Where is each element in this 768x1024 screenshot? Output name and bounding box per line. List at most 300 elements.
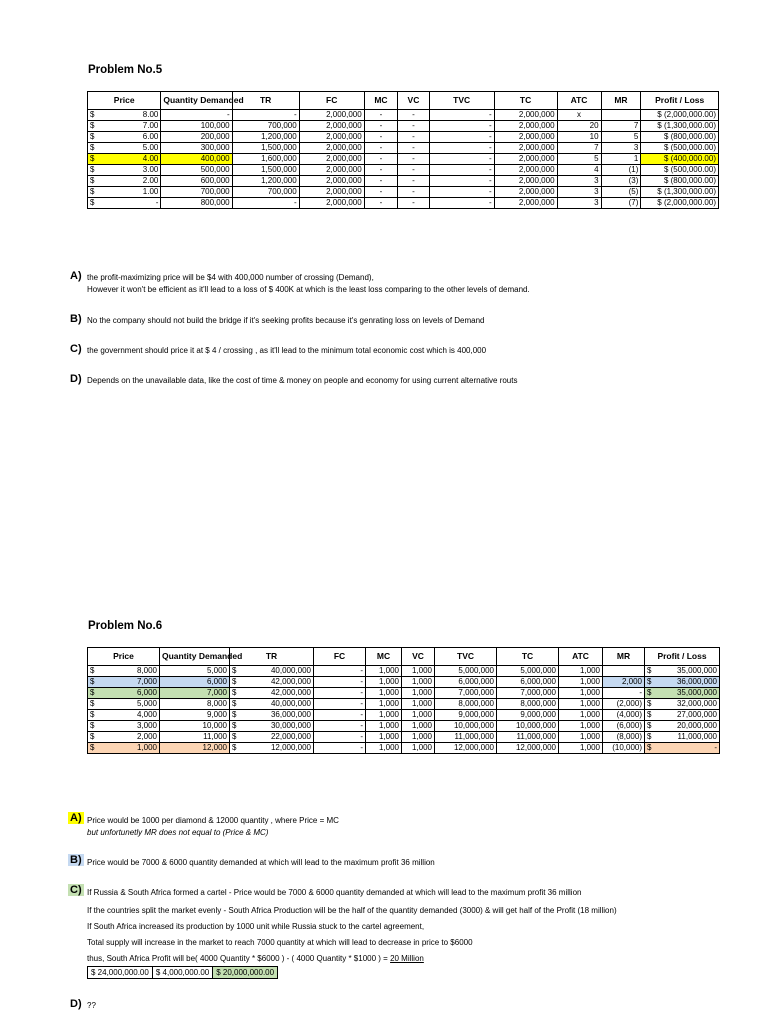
cell-tvc: - bbox=[429, 110, 494, 121]
p6-answer-d-label: D) bbox=[70, 998, 82, 1010]
currency-symbol: $ bbox=[232, 666, 237, 675]
cell-tvc: - bbox=[429, 121, 494, 132]
p6-header: Profit / Loss bbox=[645, 648, 720, 666]
currency-symbol: $ bbox=[90, 176, 95, 185]
cell-profit-value: - bbox=[714, 743, 717, 752]
p6-header: TVC bbox=[435, 648, 497, 666]
cell-qty: - bbox=[161, 110, 232, 121]
cell-tr: 1,500,000 bbox=[232, 143, 299, 154]
calc-cost: $ 4,000,000.00 bbox=[152, 967, 212, 979]
currency-symbol: $ bbox=[232, 732, 237, 741]
calc-profit: $ 20,000,000.00 bbox=[213, 967, 278, 979]
cell-vc: - bbox=[398, 121, 429, 132]
cell-vc: 1,000 bbox=[402, 699, 435, 710]
p5-header: MC bbox=[364, 92, 398, 110]
cell-vc: 1,000 bbox=[402, 732, 435, 743]
table-row bbox=[88, 132, 719, 143]
cell-price bbox=[88, 198, 161, 209]
cell-price bbox=[88, 743, 160, 754]
currency-symbol: $ bbox=[647, 732, 652, 741]
table-row bbox=[88, 677, 720, 688]
cell-qty: 6,000 bbox=[160, 677, 230, 688]
p6-header: VC bbox=[402, 648, 435, 666]
cell-tc: 2,000,000 bbox=[494, 154, 557, 165]
cell-profit: $ (400,000.00) bbox=[641, 154, 719, 165]
p6-header: FC bbox=[314, 648, 366, 666]
p5-header: Profit / Loss bbox=[641, 92, 719, 110]
p6-answer-b-line1: Price would be 7000 & 6000 quantity demanded at which will lead to the maximum profit 36 million bbox=[87, 858, 435, 867]
table-row bbox=[88, 732, 720, 743]
p6-answer-a-label: A) bbox=[70, 812, 82, 824]
currency-symbol: $ bbox=[232, 688, 237, 697]
cell-mr bbox=[601, 110, 641, 121]
cell-price-value: 7,000 bbox=[136, 677, 157, 686]
cell-tr-value: 40,000,000 bbox=[270, 666, 311, 675]
cell-vc: - bbox=[398, 110, 429, 121]
currency-symbol: $ bbox=[90, 154, 95, 163]
cell-tc: 2,000,000 bbox=[494, 132, 557, 143]
cell-fc: - bbox=[314, 666, 366, 677]
p6-answer-c-line4: Total supply will increase in the market to reach 7000 quantity at which will lead to decrease in price to $6000 bbox=[87, 938, 473, 947]
p6-answer-d-line1: ?? bbox=[87, 1001, 96, 1010]
cell-profit: $ (800,000.00) bbox=[641, 132, 719, 143]
cell-tc: 2,000,000 bbox=[494, 198, 557, 209]
cell-fc: - bbox=[314, 732, 366, 743]
cell-profit-value: 11,000,000 bbox=[677, 732, 717, 741]
cell-profit bbox=[645, 710, 720, 721]
cell-mr: (1) bbox=[601, 165, 641, 176]
cell-price-value: 5.00 bbox=[142, 143, 159, 152]
cell-price bbox=[88, 732, 160, 743]
p5-answer-b-label: B) bbox=[70, 313, 82, 325]
cell-atc: 1,000 bbox=[559, 710, 603, 721]
cell-qty: 7,000 bbox=[160, 688, 230, 699]
cell-profit bbox=[645, 732, 720, 743]
table-row bbox=[88, 666, 720, 677]
cell-fc: 2,000,000 bbox=[299, 198, 364, 209]
cell-qty: 100,000 bbox=[161, 121, 232, 132]
cell-profit bbox=[645, 677, 720, 688]
cell-qty: 700,000 bbox=[161, 187, 232, 198]
cell-vc: 1,000 bbox=[402, 721, 435, 732]
p6-answer-c-line2: If the countries split the market evenly - South Africa Production will be the half of the quantity demanded (3000) & will get half of the Profit (18 million) bbox=[87, 906, 617, 915]
table-row bbox=[88, 187, 719, 198]
cell-tr: 1,200,000 bbox=[232, 132, 299, 143]
table-row bbox=[88, 121, 719, 132]
cell-vc: 1,000 bbox=[402, 666, 435, 677]
cell-mc: 1,000 bbox=[366, 743, 402, 754]
cell-profit: $ (500,000.00) bbox=[641, 143, 719, 154]
p6-calc-table bbox=[87, 966, 278, 979]
table-row bbox=[88, 110, 719, 121]
cell-tc: 2,000,000 bbox=[494, 176, 557, 187]
cell-tc: 6,000,000 bbox=[497, 677, 559, 688]
cell-price-value: 2,000 bbox=[136, 732, 157, 741]
cell-price bbox=[88, 176, 161, 187]
table-row bbox=[88, 143, 719, 154]
p6-answer-c-line1: If Russia & South Africa formed a cartel - Price would be 7000 & 6000 quantity demanded at which will lead to the maximum profit 36 million bbox=[87, 888, 582, 897]
cell-tr-value: 22,000,000 bbox=[270, 732, 311, 741]
cell-vc: - bbox=[398, 143, 429, 154]
cell-mr: - bbox=[603, 688, 645, 699]
p5-header: Quantity Demanded bbox=[161, 92, 232, 110]
p6-header: Quantity Demanded bbox=[160, 648, 230, 666]
calc-revenue: $ 24,000,000.00 bbox=[88, 967, 153, 979]
cell-profit-value: 35,000,000 bbox=[676, 666, 717, 675]
cell-qty: 300,000 bbox=[161, 143, 232, 154]
table-row bbox=[88, 743, 720, 754]
cell-price-value: 3,000 bbox=[136, 721, 157, 730]
cell-tr: 1,600,000 bbox=[232, 154, 299, 165]
cell-mc: 1,000 bbox=[366, 699, 402, 710]
cell-profit: $ (800,000.00) bbox=[641, 176, 719, 187]
cell-tvc: 7,000,000 bbox=[435, 688, 497, 699]
currency-symbol: $ bbox=[90, 187, 95, 196]
currency-symbol: $ bbox=[232, 699, 237, 708]
currency-symbol: $ bbox=[647, 743, 652, 752]
cell-atc: 1,000 bbox=[559, 677, 603, 688]
cell-atc: 1,000 bbox=[559, 721, 603, 732]
cell-tr-value: 42,000,000 bbox=[270, 688, 311, 697]
cell-atc: 1,000 bbox=[559, 732, 603, 743]
p5-header: ATC bbox=[557, 92, 601, 110]
table-row bbox=[88, 165, 719, 176]
cell-qty: 8,000 bbox=[160, 699, 230, 710]
cell-tr-value: 42,000,000 bbox=[270, 677, 311, 686]
cell-price-value: 1,000 bbox=[136, 743, 157, 752]
p6-header: TC bbox=[497, 648, 559, 666]
cell-tr-value: 30,000,000 bbox=[270, 721, 311, 730]
p6-header: ATC bbox=[559, 648, 603, 666]
cell-price-value: 4,000 bbox=[136, 710, 157, 719]
cell-tr-value: 36,000,000 bbox=[270, 710, 311, 719]
cell-mc: - bbox=[364, 198, 398, 209]
p5-answer-a-line1: the profit-maximizing price will be $4 with 400,000 number of crossing (Demand), bbox=[87, 273, 374, 282]
cell-tc: 2,000,000 bbox=[494, 110, 557, 121]
currency-symbol: $ bbox=[90, 165, 95, 174]
currency-symbol: $ bbox=[90, 732, 95, 741]
cell-mc: 1,000 bbox=[366, 721, 402, 732]
currency-symbol: $ bbox=[90, 688, 95, 697]
cell-mc: - bbox=[364, 176, 398, 187]
cell-price bbox=[88, 132, 161, 143]
cell-vc: 1,000 bbox=[402, 743, 435, 754]
cell-qty: 400,000 bbox=[161, 154, 232, 165]
p5-answer-a-line2: However it won't be efficient as it'll lead to a loss of $ 400K at which is the least loss comparing to the other levels of demand. bbox=[87, 285, 530, 294]
cell-mc: - bbox=[364, 110, 398, 121]
p5-answer-c-label: C) bbox=[70, 343, 82, 355]
p5-header: Price bbox=[88, 92, 161, 110]
cell-vc: - bbox=[398, 187, 429, 198]
cell-fc: - bbox=[314, 688, 366, 699]
p6-header: TR bbox=[230, 648, 314, 666]
cell-fc: - bbox=[314, 721, 366, 732]
cell-vc: - bbox=[398, 132, 429, 143]
cell-atc: x bbox=[557, 110, 601, 121]
cell-mr: (10,000) bbox=[603, 743, 645, 754]
cell-fc: 2,000,000 bbox=[299, 176, 364, 187]
cell-tvc: - bbox=[429, 165, 494, 176]
cell-atc: 7 bbox=[557, 143, 601, 154]
cell-tc: 2,000,000 bbox=[494, 187, 557, 198]
currency-symbol: $ bbox=[90, 699, 95, 708]
cell-price-value: 6,000 bbox=[136, 688, 157, 697]
cell-tr: 1,500,000 bbox=[232, 165, 299, 176]
p6-answer-c-line5 bbox=[87, 953, 424, 965]
cell-mr: 2,000 bbox=[603, 677, 645, 688]
cell-profit-value: 27,000,000 bbox=[676, 710, 717, 719]
cell-vc: - bbox=[398, 154, 429, 165]
cell-tvc: 11,000,000 bbox=[435, 732, 497, 743]
cell-tc: 12,000,000 bbox=[497, 743, 559, 754]
currency-symbol: $ bbox=[90, 132, 95, 141]
cell-tvc: 12,000,000 bbox=[435, 743, 497, 754]
p5-answer-a-label: A) bbox=[70, 270, 82, 282]
cell-fc: - bbox=[314, 677, 366, 688]
cell-mr: 1 bbox=[601, 154, 641, 165]
table-row bbox=[88, 710, 720, 721]
currency-symbol: $ bbox=[647, 710, 652, 719]
currency-symbol: $ bbox=[90, 666, 95, 675]
cell-price bbox=[88, 721, 160, 732]
cell-mr: (6,000) bbox=[603, 721, 645, 732]
cell-tvc: - bbox=[429, 143, 494, 154]
cell-price bbox=[88, 187, 161, 198]
cell-mr: (5) bbox=[601, 187, 641, 198]
cell-profit bbox=[645, 699, 720, 710]
cell-tvc: 8,000,000 bbox=[435, 699, 497, 710]
cell-profit: $ (500,000.00) bbox=[641, 165, 719, 176]
cell-tr: - bbox=[232, 110, 299, 121]
problem5-table bbox=[87, 91, 719, 209]
currency-symbol: $ bbox=[90, 743, 95, 752]
cell-price bbox=[88, 154, 161, 165]
cell-fc: 2,000,000 bbox=[299, 143, 364, 154]
cell-tc: 9,000,000 bbox=[497, 710, 559, 721]
cell-price-value: 8,000 bbox=[136, 666, 157, 675]
cell-price-value: 7.00 bbox=[142, 121, 159, 130]
cell-fc: 2,000,000 bbox=[299, 121, 364, 132]
cell-profit: $ (1,300,000.00) bbox=[641, 187, 719, 198]
problem6-table bbox=[87, 647, 720, 754]
p5-header: MR bbox=[601, 92, 641, 110]
cell-mr bbox=[603, 666, 645, 677]
cell-atc: 1,000 bbox=[559, 699, 603, 710]
cell-tr: 700,000 bbox=[232, 121, 299, 132]
cell-fc: 2,000,000 bbox=[299, 187, 364, 198]
cell-tr bbox=[230, 699, 314, 710]
cell-qty: 9,000 bbox=[160, 710, 230, 721]
cell-price bbox=[88, 699, 160, 710]
cell-price-value: 6.00 bbox=[142, 132, 159, 141]
cell-tr bbox=[230, 710, 314, 721]
cell-tc: 8,000,000 bbox=[497, 699, 559, 710]
cell-price-value: 5,000 bbox=[136, 699, 157, 708]
cell-tvc: - bbox=[429, 176, 494, 187]
cell-price bbox=[88, 110, 161, 121]
table-row bbox=[88, 721, 720, 732]
cell-tr: 700,000 bbox=[232, 187, 299, 198]
cell-qty: 12,000 bbox=[160, 743, 230, 754]
cell-vc: 1,000 bbox=[402, 688, 435, 699]
currency-symbol: $ bbox=[90, 143, 95, 152]
cell-price bbox=[88, 666, 160, 677]
cell-mr: 5 bbox=[601, 132, 641, 143]
cell-profit bbox=[645, 743, 720, 754]
cell-tr bbox=[230, 677, 314, 688]
cell-tc: 2,000,000 bbox=[494, 165, 557, 176]
cell-price bbox=[88, 688, 160, 699]
cell-tc: 7,000,000 bbox=[497, 688, 559, 699]
currency-symbol: $ bbox=[232, 743, 237, 752]
currency-symbol: $ bbox=[647, 666, 652, 675]
p5-header: FC bbox=[299, 92, 364, 110]
problem6-title: Problem No.6 bbox=[88, 620, 163, 632]
currency-symbol: $ bbox=[90, 198, 95, 207]
cell-mc: 1,000 bbox=[366, 688, 402, 699]
cell-mr: (3) bbox=[601, 176, 641, 187]
table-row bbox=[88, 198, 719, 209]
p6-answer-a-line1: Price would be 1000 per diamond & 12000 quantity , where Price = MC bbox=[87, 816, 339, 825]
currency-symbol: $ bbox=[232, 677, 237, 686]
cell-fc: 2,000,000 bbox=[299, 132, 364, 143]
p6-answer-c-line5-text: thus, South Africa Profit will be( 4000 Quantity * $6000 ) - ( 4000 Quantity * $1000 ) = bbox=[87, 954, 391, 963]
table-row bbox=[88, 688, 720, 699]
cell-profit: $ (1,300,000.00) bbox=[641, 121, 719, 132]
cell-vc: 1,000 bbox=[402, 677, 435, 688]
cell-mr: 3 bbox=[601, 143, 641, 154]
cell-tr: 1,200,000 bbox=[232, 176, 299, 187]
cell-qty: 10,000 bbox=[160, 721, 230, 732]
cell-tvc: 6,000,000 bbox=[435, 677, 497, 688]
cell-atc: 3 bbox=[557, 198, 601, 209]
cell-mr: (7) bbox=[601, 198, 641, 209]
cell-tvc: - bbox=[429, 187, 494, 198]
cell-vc: - bbox=[398, 176, 429, 187]
currency-symbol: $ bbox=[647, 721, 652, 730]
p5-header: TVC bbox=[429, 92, 494, 110]
p6-header: Price bbox=[88, 648, 160, 666]
cell-mc: 1,000 bbox=[366, 677, 402, 688]
cell-tvc: - bbox=[429, 154, 494, 165]
cell-atc: 3 bbox=[557, 187, 601, 198]
p5-answer-d-label: D) bbox=[70, 373, 82, 385]
p6-answer-c-line3: If South Africa increased its production by 1000 unit while Russia stuck to the cartel agreement, bbox=[87, 922, 425, 931]
cell-profit: $ (2,000,000.00) bbox=[641, 198, 719, 209]
cell-fc: 2,000,000 bbox=[299, 110, 364, 121]
p6-answer-b-label: B) bbox=[70, 854, 82, 866]
p6-answer-c-result: 20 Million bbox=[390, 954, 424, 963]
p5-header: TC bbox=[494, 92, 557, 110]
cell-atc: 1,000 bbox=[559, 666, 603, 677]
cell-mc: - bbox=[364, 165, 398, 176]
cell-price-value: 3.00 bbox=[142, 165, 159, 174]
cell-price-value: 4.00 bbox=[142, 154, 159, 163]
cell-mc: - bbox=[364, 143, 398, 154]
cell-price-value: - bbox=[155, 198, 159, 207]
cell-mc: 1,000 bbox=[366, 710, 402, 721]
cell-atc: 10 bbox=[557, 132, 601, 143]
cell-qty: 200,000 bbox=[161, 132, 232, 143]
cell-profit-value: 32,000,000 bbox=[676, 699, 717, 708]
cell-qty: 600,000 bbox=[161, 176, 232, 187]
cell-atc: 4 bbox=[557, 165, 601, 176]
cell-tvc: - bbox=[429, 198, 494, 209]
cell-qty: 800,000 bbox=[161, 198, 232, 209]
cell-mr: (4,000) bbox=[603, 710, 645, 721]
p5-answer-b-line1: No the company should not build the bridge if it's seeking profits because it's genrating loss on levels of Demand bbox=[87, 316, 485, 325]
currency-symbol: $ bbox=[90, 710, 95, 719]
p6-answer-a-line2: but unfortunetly MR does not equal to (Price & MC) bbox=[87, 828, 269, 837]
cell-vc: - bbox=[398, 198, 429, 209]
cell-tr bbox=[230, 666, 314, 677]
currency-symbol: $ bbox=[90, 110, 95, 119]
cell-tc: 2,000,000 bbox=[494, 143, 557, 154]
cell-tc: 11,000,000 bbox=[497, 732, 559, 743]
cell-mc: - bbox=[364, 121, 398, 132]
cell-price-value: 2.00 bbox=[142, 176, 159, 185]
cell-tr bbox=[230, 743, 314, 754]
cell-mr: 7 bbox=[601, 121, 641, 132]
cell-mc: - bbox=[364, 154, 398, 165]
cell-vc: - bbox=[398, 165, 429, 176]
cell-price bbox=[88, 121, 161, 132]
cell-tr: - bbox=[232, 198, 299, 209]
cell-vc: 1,000 bbox=[402, 710, 435, 721]
cell-profit: $ (2,000,000.00) bbox=[641, 110, 719, 121]
cell-atc: 5 bbox=[557, 154, 601, 165]
currency-symbol: $ bbox=[647, 699, 652, 708]
cell-price bbox=[88, 710, 160, 721]
cell-profit-value: 36,000,000 bbox=[676, 677, 717, 686]
cell-tvc: 5,000,000 bbox=[435, 666, 497, 677]
p5-answer-c-line1: the government should price it at $ 4 / crossing , as it'll lead to the minimum total economic cost which is 400,000 bbox=[87, 346, 487, 355]
cell-tr-value: 12,000,000 bbox=[270, 743, 311, 752]
cell-fc: - bbox=[314, 699, 366, 710]
cell-profit bbox=[645, 688, 720, 699]
cell-mr: (2,000) bbox=[603, 699, 645, 710]
p6-header: MC bbox=[366, 648, 402, 666]
currency-symbol: $ bbox=[90, 121, 95, 130]
cell-mc: 1,000 bbox=[366, 666, 402, 677]
p5-header: VC bbox=[398, 92, 429, 110]
cell-tc: 5,000,000 bbox=[497, 666, 559, 677]
currency-symbol: $ bbox=[232, 710, 237, 719]
cell-tc: 2,000,000 bbox=[494, 121, 557, 132]
cell-tc: 10,000,000 bbox=[497, 721, 559, 732]
p5-header: TR bbox=[232, 92, 299, 110]
p5-answer-d-line1: Depends on the unavailable data, like the cost of time & money on people and economy for using current alternative routs bbox=[87, 376, 518, 385]
cell-tvc: 10,000,000 bbox=[435, 721, 497, 732]
currency-symbol: $ bbox=[90, 677, 95, 686]
table-row bbox=[88, 699, 720, 710]
table-row bbox=[88, 154, 719, 165]
cell-profit bbox=[645, 666, 720, 677]
cell-atc: 1,000 bbox=[559, 743, 603, 754]
p6-answer-c-label: C) bbox=[70, 884, 82, 896]
cell-price bbox=[88, 165, 161, 176]
cell-price-value: 8.00 bbox=[142, 110, 159, 119]
cell-price-value: 1.00 bbox=[142, 187, 159, 196]
problem5-title: Problem No.5 bbox=[88, 64, 163, 76]
cell-profit-value: 20,000,000 bbox=[676, 721, 717, 730]
cell-atc: 1,000 bbox=[559, 688, 603, 699]
cell-mc: - bbox=[364, 187, 398, 198]
cell-fc: - bbox=[314, 743, 366, 754]
cell-fc: 2,000,000 bbox=[299, 165, 364, 176]
cell-fc: 2,000,000 bbox=[299, 154, 364, 165]
cell-tr-value: 40,000,000 bbox=[270, 699, 311, 708]
